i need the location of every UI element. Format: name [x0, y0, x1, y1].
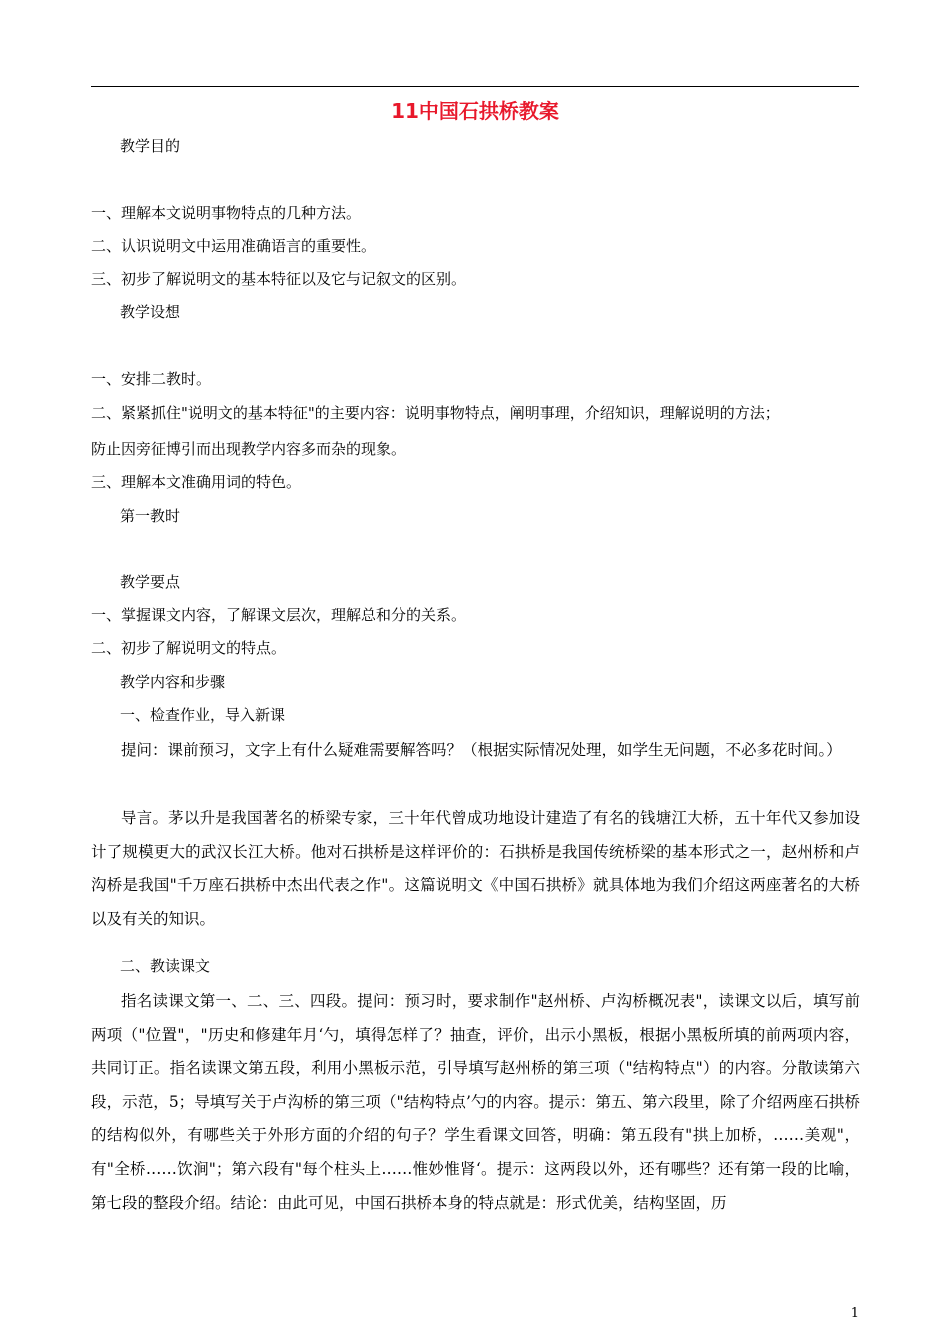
design-item-2-cont: 防止因旁征博引而出现教学内容多而杂的现象。 [91, 440, 407, 458]
heading-teaching-points: 教学要点 [120, 573, 181, 591]
paragraph-introduction: 导言。茅以升是我国著名的桥梁专家，三十年代曾成功地设计建造了有名的钱塘江大桥，五十年代又参加设计了规模更大的武汉长江大桥。他对石拱桥是这样评价的：石拱桥是我国传统桥梁的基本形式之一，赵州桥和卢沟桥是我国"千万座石拱桥中杰出代表之作"。这篇说明文《中国石拱桥》就具体地为我们介绍这两座著名的大桥以及有关的知识。 [91, 809, 860, 928]
heading-teaching-design: 教学设想 [120, 303, 181, 321]
document-title: 11中国石拱桥教案 [391, 99, 559, 123]
step-1-heading: 一、检查作业，导入新课 [120, 706, 286, 724]
paragraph-question: 提问：课前预习，文字上有什么疑难需要解答吗？（根据实际情况处理，如学生无问题，不必多花时间。） [121, 741, 842, 759]
goal-item-3: 三、初步了解说明文的基本特征以及它与记叙文的区别。 [91, 270, 467, 288]
point-item-2: 二、初步了解说明文的特点。 [91, 639, 287, 657]
paragraph-reading: 指名读课文第一、二、三、四段。提问：预习时，要求制作"赵州桥、卢沟桥概况表"，读课文以后，填写前两项（"位置"，"历史和修建年月‘勺，填得怎样了？抽查，评价，出示小黑板，根据小黑板所填的前两项内容，共同订正。指名读课文第五段，利用小黑板示范，引导填写赵州桥的第三项（"结构特点"）的内容。分散读第六段，示范，5；导填写关于卢沟桥的第三项（"结构特点’勺的内容。提示：第五、第六段里，除了介绍两座石拱桥的结构似外，有哪些关于外形方面的介绍的句子？学生看课文回答，明确：第五段有"拱上加桥，……美观"，有"全桥……饮涧"；第六段有"每个柱头上……惟妙惟肾‘。提示：这两段以外，还有哪些？还有第一段的比喻，第七段的整段介绍。结论：由此可见，中国石拱桥本身的特点就是：形式优美，结构坚固，历 [91, 992, 860, 1212]
design-item-1: 一、安排二教时。 [91, 370, 212, 388]
design-item-2: 二、紧紧抓住"说明文的基本特征"的主要内容：说明事物特点，阐明事理，介绍知识，理解说明的方法； [91, 404, 780, 422]
heading-first-session: 第一教时 [120, 507, 181, 525]
design-item-3: 三、理解本文准确用词的特色。 [91, 473, 302, 491]
heading-teaching-goals: 教学目的 [120, 137, 181, 155]
goal-item-1: 一、理解本文说明事物特点的几种方法。 [91, 204, 362, 222]
page-number: 1 [850, 1306, 859, 1321]
step-2-heading: 二、教读课文 [120, 957, 211, 975]
header-rule [91, 86, 859, 87]
heading-teaching-steps: 教学内容和步骤 [120, 673, 226, 691]
point-item-1: 一、掌握课文内容，了解课文层次，理解总和分的关系。 [91, 606, 467, 624]
goal-item-2: 二、认识说明文中运用准确语言的重要性。 [91, 237, 377, 255]
